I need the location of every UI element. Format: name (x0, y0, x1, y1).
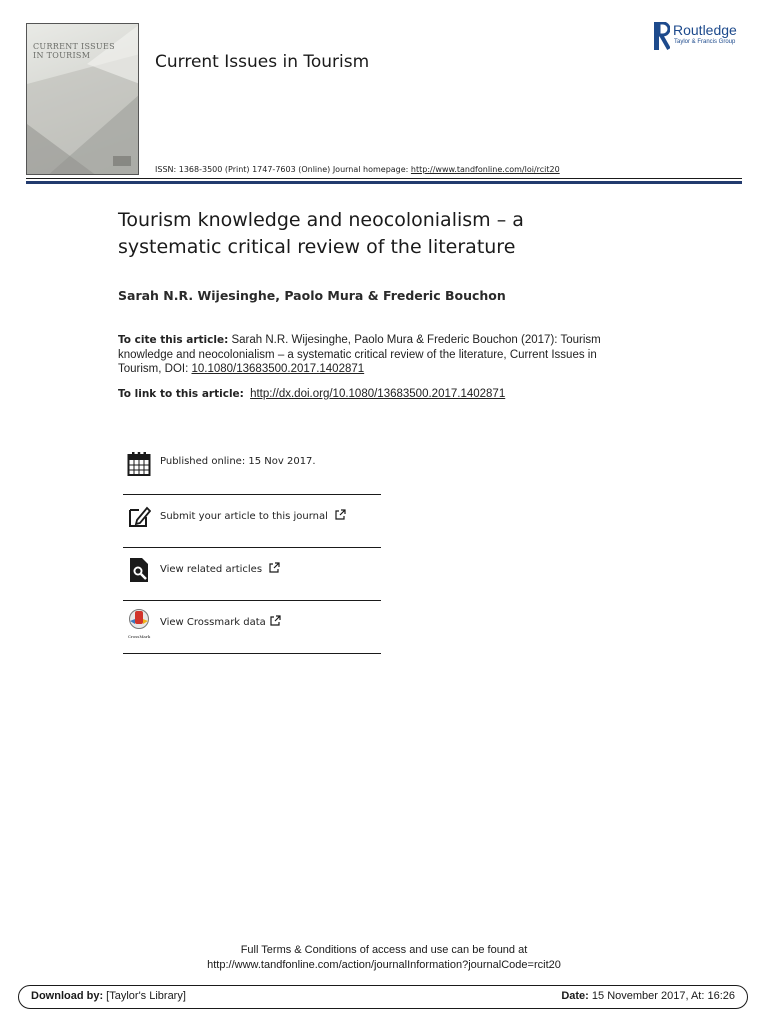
calendar-icon (127, 451, 151, 477)
cover-title (33, 42, 133, 60)
journal-homepage-link[interactable]: http://www.tandfonline.com/loi/rcit20 (410, 165, 560, 174)
issn-text: ISSN: 1368-3500 (Print) 1747-7603 (Online) Journal homepage: (155, 165, 411, 174)
publisher-group: Taylor & Francis Group (674, 39, 736, 45)
article-link-block (118, 388, 638, 400)
routledge-r-icon (654, 22, 670, 50)
crossmark-icon (127, 609, 151, 631)
publisher-name: Routledge (673, 22, 737, 38)
crossmark-logo-text: CrossMark (127, 634, 151, 639)
external-link-icon (269, 562, 280, 573)
download-date (561, 990, 735, 1002)
cite-text: Sarah N.R. Wijesinghe, Paolo Mura & Frederic Bouchon (2017): Tourism knowledge and neocolonialism – a systematic critical review of the literature, Current Issues in Tourism, DOI: (118, 334, 601, 375)
date-label: Date: (561, 990, 589, 1002)
document-search-icon (127, 557, 151, 583)
cite-label: To cite this article: (118, 334, 229, 346)
download-info-bar (18, 985, 748, 1009)
article-title-line: systematic critical review of the literature (118, 236, 516, 258)
related-articles-link[interactable] (160, 562, 280, 575)
related-articles-label: View related articles (160, 564, 263, 575)
header-divider-thick (26, 181, 742, 184)
citation-block (118, 333, 638, 377)
download-label: Download by: (31, 990, 104, 1002)
external-link-icon (270, 615, 281, 626)
terms-url-link[interactable]: http://www.tandfonline.com/action/journalInformation?journalCode=rcit20 (207, 958, 561, 971)
article-doi-link[interactable]: http://dx.doi.org/10.1080/13683500.2017.1402871 (250, 388, 506, 400)
journal-cover-image (26, 23, 139, 175)
submit-article-link[interactable] (160, 509, 346, 522)
cover-title-line: IN TOURISM (33, 51, 91, 60)
article-title-line: Tourism knowledge and neocolonialism – a (118, 209, 524, 231)
link-label: To link to this article: (118, 388, 244, 400)
header-divider-thin (26, 178, 742, 179)
related-articles-row[interactable] (123, 548, 381, 601)
journal-name: Current Issues in Tourism (155, 52, 370, 72)
published-online-row (123, 442, 381, 495)
crossmark-link[interactable] (160, 615, 281, 628)
cover-title-line: CURRENT ISSUES (33, 42, 115, 51)
article-title (118, 207, 618, 261)
edit-icon (127, 504, 151, 530)
article-authors: Sarah N.R. Wijesinghe, Paolo Mura & Frederic Bouchon (118, 288, 506, 303)
crossmark-label: View Crossmark data (160, 617, 266, 628)
terms-line: Full Terms & Conditions of access and use can be found at (240, 944, 528, 956)
published-online-text: Published online: 15 Nov 2017. (160, 456, 316, 467)
submit-article-label: Submit your article to this journal (160, 511, 328, 522)
date-value: 15 November 2017, At: 16:26 (588, 990, 735, 1002)
publisher-logo (654, 22, 750, 50)
external-link-icon (335, 509, 346, 520)
crossmark-logo (127, 609, 151, 639)
article-info-list (123, 442, 381, 654)
cite-doi-link[interactable]: 10.1080/13683500.2017.1402871 (191, 363, 365, 375)
submit-article-row[interactable] (123, 495, 381, 548)
downloaded-by (31, 990, 186, 1002)
download-value: [Taylor's Library] (103, 990, 186, 1002)
terms-notice (0, 943, 768, 972)
issn-line (155, 165, 560, 174)
crossmark-row[interactable] (123, 601, 381, 654)
